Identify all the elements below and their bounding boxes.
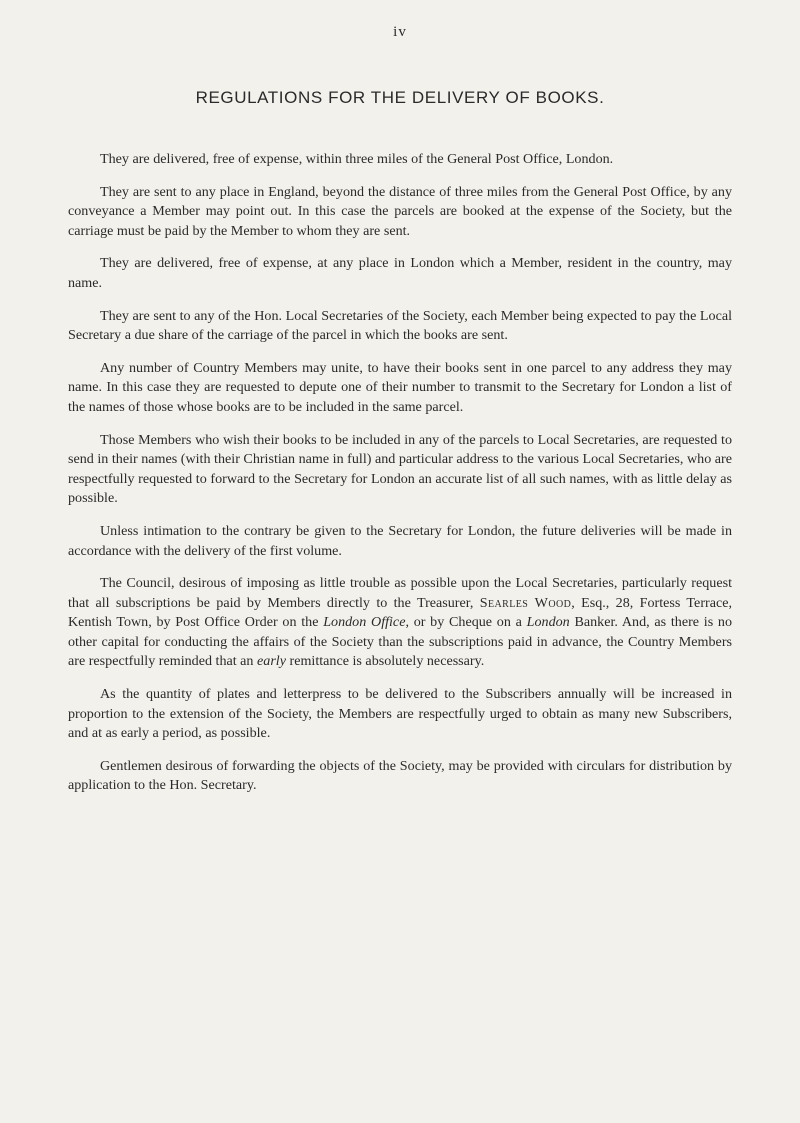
page-number: iv bbox=[393, 24, 407, 40]
london-text: London bbox=[526, 614, 570, 631]
paragraph-circulars: Gentlemen desirous of forwarding the objects of the Society, may be provided with circulars for distribution by application to the Hon. Secretary. bbox=[68, 757, 732, 794]
paragraph-country-members: Any number of Country Members may unite, to have their books sent in one parcel to any address they may name. In this case they are requested to depute one of their number to transmit to the Secretary for London a list of the names of those whose books are to be included in the same parcel. bbox=[68, 359, 732, 415]
regulations-body bbox=[68, 150, 732, 809]
paragraph-member-names: Those Members who wish their books to be included in any of the parcels to Local Secretaries, are requested to send in their names (with their Christian name in full) and particular address to the various Local Secretaries, who are respectfully requested to forward to the Secretary for London an accurate list of all such names, with as little delay as possible. bbox=[68, 431, 732, 507]
early-text: early bbox=[257, 653, 286, 670]
page-heading: REGULATIONS FOR THE DELIVERY OF BOOKS. bbox=[195, 88, 605, 107]
subscriptions-text-b: , Esq., 28, Fortess Terrace, Kentish Town, by Post Office Order on the bbox=[68, 594, 732, 631]
paragraph-local-secretaries: They are sent to any of the Hon. Local Secretaries of the Society, each Member being expected to pay the Local Secretary a due share of the carriage of the parcel in which the books are sent. bbox=[68, 307, 732, 344]
treasurer-name: Searles Wood bbox=[479, 594, 572, 611]
paragraph-future-deliveries: Unless intimation to the contrary be given to the Secretary for London, the future deliveries will be made in accordance with the delivery of the first volume. bbox=[68, 522, 732, 559]
paragraph-england-delivery: They are sent to any place in England, beyond the distance of three miles from the General Post Office, by any conveyance a Member may point out. In this case the parcels are booked at the expense of the Society, but the carriage must be paid by the Member to whom they are sent. bbox=[68, 183, 732, 239]
subscriptions-text-c: , or by Cheque on a bbox=[405, 614, 522, 631]
subscriptions-text-a: The Council, desirous of imposing as little trouble as possible upon the Local Secretaries, particularly request that all subscriptions be paid by Members directly to the Treasurer, bbox=[68, 575, 732, 611]
london-office-text: London Office bbox=[323, 614, 406, 631]
subscriptions-text-e: remittance is absolutely necessary. bbox=[289, 653, 485, 670]
paragraph-london-delivery: They are delivered, free of expense, within three miles of the General Post Office, London. bbox=[100, 151, 614, 167]
paragraph-new-subscribers: As the quantity of plates and letterpress to be delivered to the Subscribers annually will be increased in proportion to the extension of the Society, the Members are respectfully urged to obtain as many new Subscribers, and at as early a period, as possible. bbox=[68, 686, 732, 742]
paragraph-country-resident: They are delivered, free of expense, at any place in London which a Member, resident in the country, may name. bbox=[68, 255, 732, 291]
subscriptions-text-d: Banker. And, as there is no other capital for conducting the affairs of the Society than the subscriptions paid in advance, the Country Members are respectfully reminded that an bbox=[68, 614, 733, 670]
paragraph-subscriptions bbox=[68, 574, 732, 672]
